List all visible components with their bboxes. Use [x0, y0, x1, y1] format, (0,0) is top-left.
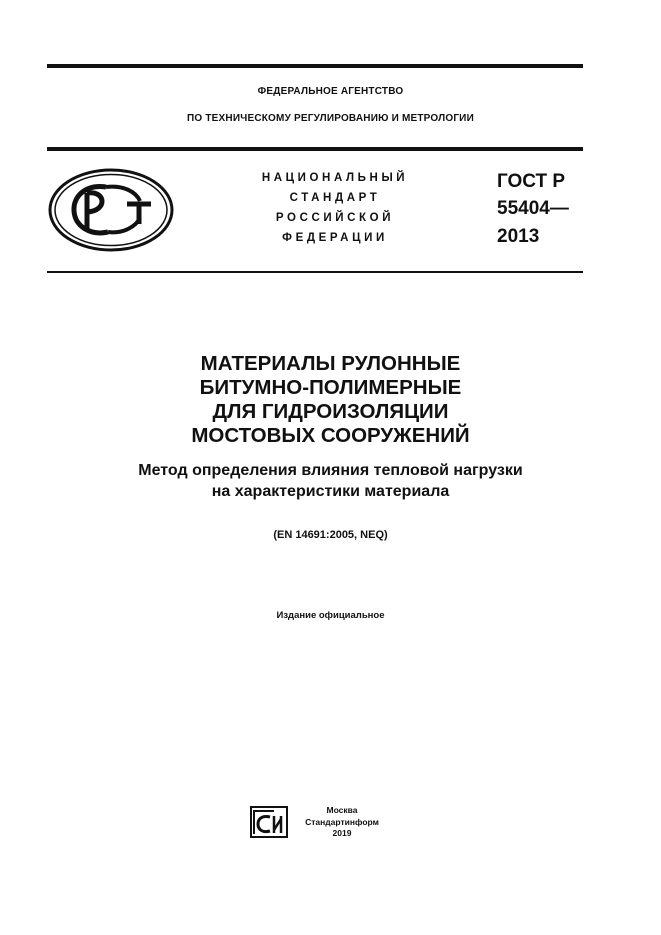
- title-line-2: БИТУМНО-ПОЛИМЕРНЫЕ: [199, 376, 462, 399]
- top-rule: [47, 64, 583, 68]
- agency-line-1: ФЕДЕРАЛЬНОЕ АГЕНТСТВО: [257, 86, 404, 97]
- standartinform-logo-icon: [250, 806, 288, 838]
- title-line-1: МАТЕРИАЛЫ РУЛОННЫЕ: [200, 352, 461, 375]
- reference-standard: (EN 14691:2005, NEQ): [273, 529, 388, 541]
- publisher-name: Стандартинформ: [305, 816, 379, 827]
- subtitle-line-1: Метод определения влияния тепловой нагрузки: [138, 462, 523, 479]
- rst-gost-logo-icon: [48, 168, 174, 252]
- standard-designation-line-2: 55404—: [497, 198, 569, 219]
- standard-designation-line-3: 2013: [497, 226, 540, 247]
- subtitle-line-2: на характеристики материала: [211, 483, 450, 500]
- publisher-info: [296, 805, 388, 840]
- standard-type-line-2: СТАНДАРТ: [289, 192, 381, 204]
- publisher-city: Москва: [326, 805, 358, 815]
- agency-line-2: ПО ТЕХНИЧЕСКОМУ РЕГУЛИРОВАНИЮ И МЕТРОЛОГИИ: [187, 113, 474, 124]
- header-rule: [47, 147, 583, 151]
- publication-year: 2019: [332, 828, 352, 838]
- title-line-4: МОСТОВЫХ СООРУЖЕНИЙ: [191, 424, 470, 447]
- standard-type-line-3: РОССИЙСКОЙ: [275, 212, 395, 224]
- standard-block-rule: [47, 271, 583, 273]
- standard-type-line-1: НАЦИОНАЛЬНЫЙ: [261, 172, 409, 184]
- standard-designation-line-1: ГОСТ Р: [497, 171, 566, 192]
- document-title: [0, 352, 661, 502]
- edition-note: Издание официальное: [276, 610, 385, 621]
- standard-type-line-4: ФЕДЕРАЦИИ: [282, 232, 388, 244]
- title-line-3: ДЛЯ ГИДРОИЗОЛЯЦИИ: [212, 400, 449, 423]
